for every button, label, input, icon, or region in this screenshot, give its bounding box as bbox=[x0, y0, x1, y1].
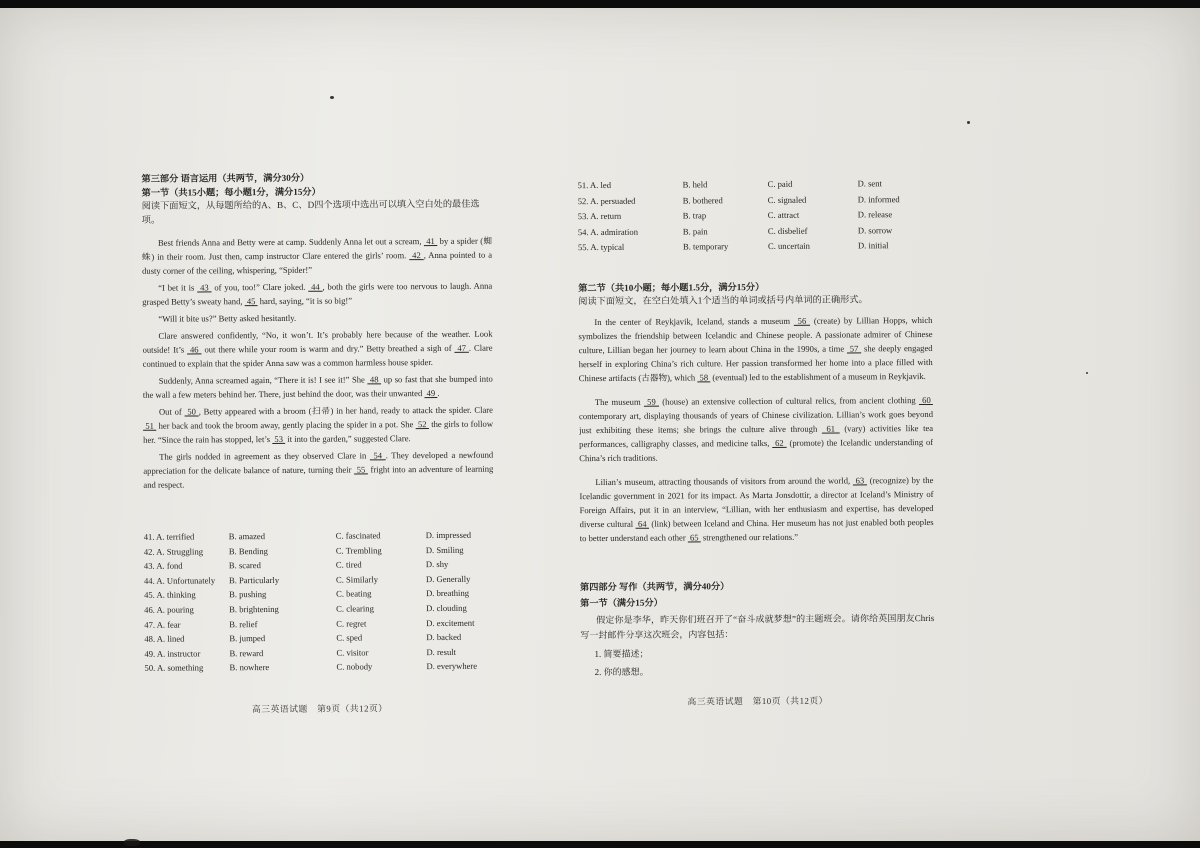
option-choice-d: D. clouding bbox=[426, 602, 467, 614]
option-choice-d: D. sent bbox=[857, 178, 882, 189]
grammar-paragraph-2: The museum 59 (house) an extensive collection of cultural relics, from ancient clothing 60 contemporary art, displaying thousands of years of Chinese civilization. Lillian’s work goes beyond just exhibiting these items; she brings the culture alive through 61 (vary) activities like tea performances, calligraphy classes, and medicine talks, 62 (promote) the Icelandic understanding of China’s rich traditions. bbox=[578, 394, 934, 464]
exam-page-9 bbox=[141, 171, 494, 718]
option-choice-c: C. Trembling bbox=[335, 544, 382, 556]
option-choice-b: B. pushing bbox=[229, 589, 267, 600]
cloze-blank: 54 bbox=[369, 450, 386, 461]
writing-section bbox=[580, 576, 935, 680]
grammar-paragraph-3: Lilian’s museum, attracting thousands of visitors from around the world, 63 (recognize) by the Icelandic government in 2021 for its impact. As Marta Jonsdottir, a director at Iceland’s Ministry of Foreign Affairs, put it in an interview, “Lillian, with her enthusiasm and expertise, has developed diverse cultural 64 (link) between Iceland and China. Her museum has not just enabled both peoples to better understand each other 65 strengthened our relations.” bbox=[579, 474, 934, 544]
option-choice-d: D. Generally bbox=[425, 573, 471, 584]
cloze-blank: 55 bbox=[354, 464, 368, 475]
option-choice-a: 43. A. fond bbox=[143, 560, 183, 571]
option-choice-d: D. everywhere bbox=[426, 661, 478, 672]
section1-instructions: 阅读下面短文，从每题所给的A、B、C、D四个选项中选出可以填入空白处的最佳选项。 bbox=[141, 198, 480, 225]
cloze-blank: 49 bbox=[424, 387, 438, 399]
option-choice-b: B. bothered bbox=[682, 194, 723, 205]
option-choice-a: 52. A. persuaded bbox=[577, 195, 636, 206]
option-choice-a: 42. A. Struggling bbox=[143, 546, 204, 557]
option-choice-a: 53. A. return bbox=[577, 210, 622, 222]
page-10-footer: 高三英语试题 第10页（共12页） bbox=[687, 695, 828, 707]
section2-block bbox=[578, 279, 932, 308]
writing-section1-header: 第一节（满分15分） bbox=[580, 597, 663, 608]
options-41-50 bbox=[144, 528, 495, 676]
cloze-blank: 63 bbox=[852, 474, 867, 485]
cloze-blank: 64 bbox=[635, 518, 650, 529]
option-choice-d: D. Smiling bbox=[425, 544, 464, 555]
part4-header: 第四部分 写作（共两节，满分40分） bbox=[579, 580, 730, 592]
option-choice-a: 44. A. Unfortunately bbox=[143, 575, 216, 586]
option-choice-b: B. trap bbox=[682, 210, 707, 221]
option-choice-b: B. held bbox=[682, 179, 708, 190]
cloze-blank: 45 bbox=[244, 296, 258, 307]
option-choice-d: D. informed bbox=[857, 193, 900, 204]
cloze-paragraph-6: Out of 50 , Betty appeared with a broom (扫帚) in her hand, ready to attack the spider. Clare 51 her back and took the broom away, gently placing the spider in a pot. She 52 the girls to follow her. “Since the rain has stopped, let’s 53 it into the garden,” suggested Clare. bbox=[143, 404, 494, 445]
option-choice-a: 49. A. instructor bbox=[144, 648, 201, 659]
option-choice-a: 51. A. led bbox=[577, 179, 612, 191]
cloze-blank: 57 bbox=[846, 343, 862, 354]
exam-paper bbox=[0, 8, 1200, 841]
cloze-blank: 46 bbox=[187, 344, 202, 355]
option-choice-b: B. jumped bbox=[229, 633, 266, 644]
grammar-paragraph-1: In the center of Reykjavik, Iceland, stands a museum 56 (create) by Lillian Hopps, which symbolizes the friendship between Icelandic and Chinese people. A passionate admirer of Chinese culture, Lillian began her journey to learn about China in the 1990s, a time 57 she deeply engaged herself in exploring China’s rich culture. Her passion transformed her home into a place filled with Chinese artifacts (古器物), which 58 (eventual) led to the establishment of a museum in Reykjavik. bbox=[578, 314, 933, 384]
cloze-blank: 44 bbox=[308, 281, 323, 292]
cloze-blank: 48 bbox=[367, 374, 382, 385]
cloze-blank: 50 bbox=[184, 406, 199, 417]
option-choice-c: C. clearing bbox=[336, 603, 374, 614]
cloze-blank: 53 bbox=[272, 433, 286, 445]
option-choice-a: 45. A. thinking bbox=[144, 589, 196, 601]
cloze-paragraph-3: “Will it bite us?” Betty asked hesitantly. bbox=[158, 312, 297, 324]
option-choice-d: D. excitement bbox=[426, 617, 475, 628]
option-choice-a: 46. A. pouring bbox=[144, 604, 194, 615]
scan-speck bbox=[967, 121, 970, 124]
cloze-blank: 65 bbox=[687, 532, 701, 543]
option-choice-b: B. Particularly bbox=[228, 574, 280, 586]
cloze-blank: 52 bbox=[415, 419, 429, 430]
option-choice-d: D. breathing bbox=[426, 588, 470, 599]
option-choice-c: C. regret bbox=[336, 617, 367, 629]
cloze-paragraph-5: Suddenly, Anna screamed again, “There it is! I see it!” She 48 up so fast that she bumped into the wall a few meters behind her. There, just behind the door, was their unwanted 49 . bbox=[142, 373, 493, 400]
cloze-passage bbox=[142, 234, 494, 524]
page-9-footer: 高三英语试题 第9页（共12页） bbox=[251, 703, 388, 715]
cloze-blank: 42 bbox=[409, 250, 424, 261]
cloze-blank: 60 bbox=[918, 394, 933, 405]
section1-header: 第一节（共15小题；每小题1分，满分15分） bbox=[141, 186, 321, 198]
option-choice-a: 55. A. typical bbox=[577, 241, 625, 253]
option-choice-d: D. backed bbox=[426, 632, 462, 643]
cloze-blank: 59 bbox=[643, 396, 660, 407]
option-choice-b: B. Bending bbox=[228, 545, 268, 556]
section2-instructions: 阅读下面短文，在空白处填入1个适当的单词或括号内单词的正确形式。 bbox=[578, 294, 868, 307]
option-choice-a: 48. A. lined bbox=[144, 633, 185, 644]
scan-speck bbox=[1086, 372, 1088, 374]
cloze-blank: 56 bbox=[793, 315, 811, 326]
scan-speck bbox=[330, 96, 334, 99]
option-choice-a: 50. A. something bbox=[144, 662, 204, 674]
option-choice-a: 47. A. fear bbox=[144, 619, 181, 630]
option-choice-c: C. fascinated bbox=[335, 530, 381, 541]
cloze-paragraph-2: “I bet it is 43 of you, too!” Clare joked. 44 , both the girls were too nervous to laugh. Anna grasped Betty’s sweaty hand, 45 hard, saying, “it is so big!” bbox=[142, 280, 493, 307]
cloze-paragraph-4: Clare answered confidently, “No, it won’t. It’s probably here because of the weather. Look outside! It’s 46 out there while your room is warm and dry.” Betty breathed a sigh of 47 . Clare continued to explain that the spider Anna saw was a common harmless house spider. bbox=[142, 328, 493, 369]
option-choice-a: 41. A. terrified bbox=[143, 531, 195, 542]
exam-page-10 bbox=[578, 176, 935, 723]
option-choice-c: C. signaled bbox=[767, 194, 807, 205]
option-row bbox=[144, 659, 494, 676]
option-choice-c: C. visitor bbox=[336, 647, 369, 658]
option-choice-b: B. relief bbox=[229, 618, 258, 629]
writing-point-1: 1. 简要描述； bbox=[594, 648, 649, 659]
option-choice-b: B. scared bbox=[228, 560, 261, 571]
option-choice-c: C. attract bbox=[767, 209, 800, 220]
option-choice-c: C. Similarly bbox=[335, 574, 379, 585]
option-choice-a: 54. A. admiration bbox=[577, 226, 639, 237]
option-choice-d: D. release bbox=[857, 209, 893, 220]
scan-tilt-wrapper bbox=[0, 4, 1200, 844]
cloze-paragraph-1: Best friends Anna and Betty were at camp. Suddenly Anna let out a scream, 41 by a spider (蜘蛛) in their room. Just then, camp instructor Clare entered the girls’ room. 42 , Anna pointed to a dusty corner of the ceiling, whispering, “Spider!” bbox=[141, 235, 493, 276]
option-choice-b: B. nowhere bbox=[229, 662, 270, 673]
option-choice-c: C. tired bbox=[335, 559, 362, 570]
cloze-paragraph-7: The girls nodded in agreement as they observed Clare in 54 . They developed a newfound appreciation for the delicate balance of nature, turning their 55 fright into an adventure of learning and respect. bbox=[143, 449, 494, 490]
options-51-55 bbox=[578, 176, 932, 256]
option-choice-c: C. uncertain bbox=[767, 240, 810, 251]
grammar-fill-passage bbox=[578, 312, 934, 576]
cloze-blank: 62 bbox=[772, 437, 787, 449]
option-choice-d: D. sorrow bbox=[857, 224, 893, 235]
option-choice-d: D. result bbox=[426, 646, 457, 657]
option-choice-d: D. initial bbox=[857, 240, 889, 251]
option-choice-b: B. temporary bbox=[682, 241, 729, 252]
option-row bbox=[578, 238, 932, 256]
option-choice-c: C. disbelief bbox=[767, 225, 808, 236]
scan-speck bbox=[124, 839, 140, 846]
cloze-blank: 51 bbox=[143, 420, 157, 431]
cloze-blank: 61 bbox=[821, 423, 840, 434]
part3-header: 第三部分 语言运用（共两节，满分30分） bbox=[141, 172, 310, 184]
option-choice-b: B. brightening bbox=[229, 603, 279, 615]
option-choice-c: C. beating bbox=[336, 588, 372, 599]
option-choice-b: B. pain bbox=[682, 225, 708, 236]
option-choice-b: B. reward bbox=[229, 647, 264, 659]
option-choice-d: D. impressed bbox=[425, 529, 472, 541]
option-choice-c: C. nobody bbox=[336, 661, 373, 672]
option-choice-b: B. amazed bbox=[228, 531, 266, 542]
writing-prompt: 假定你是李华，昨天你们班召开了“奋斗成就梦想”的主题班会。请你给英国朋友Chris写一封邮件分享这次班会，内容包括： bbox=[580, 612, 935, 641]
option-choice-c: C. sped bbox=[336, 632, 363, 643]
cloze-blank: 58 bbox=[697, 372, 711, 383]
cloze-blank: 47 bbox=[454, 342, 469, 353]
option-choice-c: C. paid bbox=[767, 178, 793, 189]
cloze-blank: 43 bbox=[197, 282, 212, 293]
section2-header: 第二节（共10小题；每小题1.5分，满分15分） bbox=[578, 281, 765, 293]
cloze-blank: 41 bbox=[423, 235, 438, 247]
writing-point-2: 2. 你的感想。 bbox=[594, 666, 649, 678]
option-choice-d: D. shy bbox=[425, 559, 449, 570]
